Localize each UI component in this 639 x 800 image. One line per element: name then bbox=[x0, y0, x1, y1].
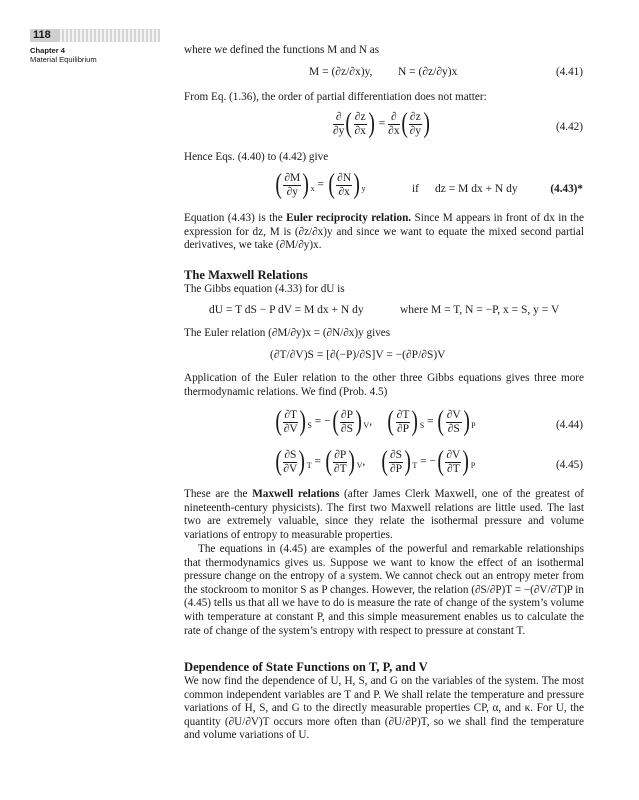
section-heading-maxwell: The Maxwell Relations bbox=[184, 268, 308, 282]
equation-4-43-rhs: dz = M dx + N dy bbox=[435, 183, 518, 195]
section-heading-dependence: Dependence of State Functions on T, P, and V bbox=[184, 660, 428, 674]
euler-equation: (∂T/∂V)S = [∂(−P)/∂S]V = −(∂P/∂S)V bbox=[270, 349, 446, 361]
paragraph-7: These are the Maxwell relations (after James Clerk Maxwell, one of the greatest of nineteenth-century physicists). The first two Maxwell relations are little used. The last two are extremely valuable, since they relate the isothermal pressure and volume variations of entropy to measurable properties. bbox=[184, 488, 584, 541]
gibbs-equation: dU = T dS − P dV = M dx + N dy bbox=[209, 304, 364, 316]
equation-number-4-45: (4.45) bbox=[555, 459, 583, 471]
equation-number-4-43: (4.43)* bbox=[550, 183, 583, 195]
paragraph-5: The Euler relation (∂M/∂y)x = (∂N/∂x)y gives bbox=[184, 327, 391, 339]
paragraph-8: The equations in (4.45) are examples of the powerful and remarkable relationships that thermodynamics gives us. Suppose we want to know the effect of an isothermal pressure change on the entropy of a system. We cannot check out an entropy meter from the stockroom to monitor S as P changes. However, the relation (∂S/∂P)T = −(∂V/∂T)P in (4.45) tells us that all we have to do is measure the rate of change of the system’s volume with temperature at constant P, and this simple measurement enables us to calculate the rate of change of the system’s entropy with respect to pressure at constant T. bbox=[184, 543, 584, 637]
equation-4-44: ( $\frac{\partial T}{\partial V}$ )$_S$ = −( $\frac{\partial P}{\partial S}$ )$_V$, ( $\frac{\partial T}{\partial P}$ )$_S$ = ( $\frac{\partial V}{\partial S}$ )$_P$ bbox=[275, 406, 476, 437]
gibbs-equation-where: where M = T, N = −P, x = S, y = V bbox=[400, 304, 560, 316]
paragraph-6: Application of the Euler relation to the other three Gibbs equations gives three more thermodynamic relations. We find (Prob. 4.5) bbox=[184, 372, 584, 398]
equation-4-45: ( $\frac{\partial S}{\partial V}$ )$_T$ = ( $\frac{\partial P}{\partial T}$ )$_V$, ( $\frac{\partial S}{\partial P}$ )$_T$ = −( $\frac{\partial V}{\partial T}$ )$_P$ bbox=[275, 446, 476, 477]
chapter-sidenote bbox=[30, 46, 97, 64]
section-2-body: We now find the dependence of U, H, S, and G on the variables of the system. The most common independent variables are T and P. We shall relate the temperature and pressure variations of H, S, and G to the directly measurable properties CP, α, and κ. For U, the quantity (∂U/∂V)T occurs more often than (∂U/∂P)T, so we shall find the temperature and volume variations of U. bbox=[184, 675, 584, 742]
chapter-label: Chapter 4 bbox=[30, 46, 66, 55]
equation-4-42: $\frac{\partial}{\partial y}$ ( $\frac{\partial z}{\partial x}$ ) = $\frac{\partial}{\partial x}$ ( $\frac{\partial z}{\partial y}$ ) bbox=[333, 108, 430, 139]
chapter-title: Material Equilibrium bbox=[30, 55, 97, 65]
equation-number-4-41: (4.41) bbox=[555, 66, 583, 78]
section-intro: The Gibbs equation (4.33) for dU is bbox=[184, 283, 345, 295]
paragraph-3: Hence Eqs. (4.40) to (4.42) give bbox=[184, 151, 329, 163]
equation-number-4-44: (4.44) bbox=[555, 419, 583, 431]
page-number: 118 bbox=[30, 29, 60, 42]
equation-number-4-42: (4.42) bbox=[555, 121, 583, 133]
paragraph-2: From Eq. (1.36), the order of partial differentiation does not matter: bbox=[184, 91, 487, 103]
equation-4-41-left: M = (∂z/∂x)y, bbox=[309, 66, 373, 78]
paragraph-4: Equation (4.43) is the Euler reciprocity relation. Since M appears in front of dx in the expression for dz, M is (∂z/∂x)y and since we want to equate the mixed second partial derivatives, we take (∂M/∂y)x. bbox=[184, 212, 584, 252]
equation-4-41-right: N = (∂z/∂y)x bbox=[398, 66, 458, 78]
equation-4-43-condition: if bbox=[412, 183, 419, 195]
equation-4-43: ( $\frac{\partial M}{\partial y}$ )$_x$ = ( $\frac{\partial N}{\partial x}$ )$_y$ bbox=[275, 169, 366, 200]
paragraph-1: where we defined the functions M and N as bbox=[184, 44, 380, 56]
